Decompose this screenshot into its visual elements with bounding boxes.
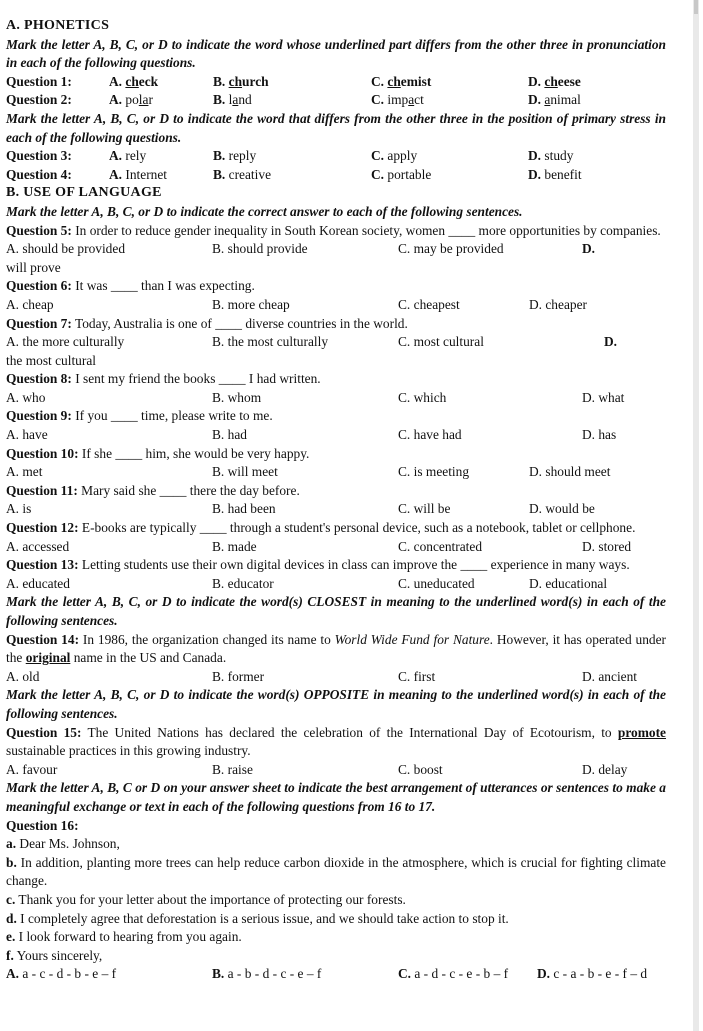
worksheet [6,17,666,984]
q16-item-e: e. I look forward to hearing from you again. [6,929,242,945]
option-b[interactable]: B. made [212,538,257,554]
option-b[interactable]: B. the most culturally [212,334,329,350]
option-c[interactable]: C. is meeting [398,464,470,480]
option-c[interactable]: C. apply [371,148,418,164]
question-8-options [6,389,666,408]
option-c[interactable]: C. which [398,389,447,405]
option-b[interactable]: B. educator [212,575,274,591]
option-a[interactable]: A. have [6,427,48,443]
question-16-options [6,965,666,984]
question-label: Question 2: [6,92,72,108]
question-10: Question 10: If she ____ him, she would be very happy. [6,445,310,461]
option-b[interactable]: B. had been [212,501,276,517]
question-13: Question 13: Letting students use their own digital devices in class can improve the ____ experience in many ways. [6,557,630,573]
option-b[interactable]: B. should provide [212,241,308,257]
option-b[interactable]: B. creative [213,166,272,182]
option-d[interactable]: D. should meet [529,464,611,480]
section-b-instruction: Mark the letter A, B, C, or D to indicate the correct answer to each of the following sentences. [6,203,523,219]
question-7-options [6,333,666,352]
option-b[interactable]: B. will meet [212,464,278,480]
option-a[interactable]: A. cheap [6,296,54,312]
option-d[interactable]: D. study [528,148,574,164]
option-a[interactable]: A. check [109,73,159,89]
option-a[interactable]: A. the more culturally [6,334,125,350]
option-c[interactable]: C. first [398,668,436,684]
option-a[interactable]: A. educated [6,575,70,591]
option-d[interactable]: D. has [582,427,617,443]
option-c[interactable]: C. a - d - c - e - b – f [398,966,509,982]
option-b[interactable]: B. had [212,427,247,443]
option-d[interactable]: D. what [582,389,625,405]
section-a-title: A. PHONETICS [6,18,110,33]
option-d[interactable]: D. ancient [582,668,638,684]
question-12: Question 12: E-books are typically ____ through a student's personal device, such as a notebook, tablet or cellphone. [6,520,636,536]
option-c[interactable]: C. have had [398,427,462,443]
option-c[interactable]: C. concentrated [398,538,483,554]
option-d[interactable]: D. c - a - b - e - f – d [537,966,648,982]
option-d-label[interactable]: D. [604,334,618,350]
option-d[interactable]: D. benefit [528,166,582,182]
question-15: Question 15: The United Nations has declared the celebration of the International Day of Ecotourism, to promote sustainable practices in this growing industry. [6,724,666,759]
question-9: Question 9: If you ____ time, please write to me. [6,408,273,424]
option-d[interactable]: D. would be [529,501,595,517]
question-4 [6,166,666,185]
option-d[interactable]: D. educational [529,575,608,591]
option-d[interactable]: the most cultural [6,352,96,368]
question-6: Question 6: It was ____ than I was expecting. [6,278,255,294]
option-d[interactable]: D. cheese [528,73,581,89]
q16-item-f: f. Yours sincerely, [6,947,103,963]
option-a[interactable]: A. favour [6,761,58,777]
question-9-options [6,426,666,445]
option-d[interactable]: D. cheaper [529,296,587,312]
option-c[interactable]: C. impact [371,92,424,108]
question-12-options [6,538,666,557]
question-7: Question 7: Today, Australia is one of ____ diverse countries in the world. [6,315,408,331]
option-b[interactable]: B. raise [212,761,253,777]
option-a[interactable]: A. old [6,668,40,684]
question-label: Question 3: [6,148,72,164]
option-d[interactable]: D. delay [582,761,628,777]
option-c[interactable]: C. uneducated [398,575,475,591]
question-1 [6,73,666,92]
option-a[interactable]: A. a - c - d - b - e – f [6,966,117,982]
option-d[interactable]: will prove [6,259,61,275]
question-5: Question 5: In order to reduce gender inequality in South Korean society, women ____ more opportunities by companies. [6,222,661,238]
underlined-word: promote [617,724,666,740]
option-a[interactable]: A. who [6,389,46,405]
question-6-options [6,296,666,315]
question-11-options [6,500,666,519]
question-15-options [6,761,666,780]
option-a[interactable]: A. met [6,464,43,480]
question-8: Question 8: I sent my friend the books ____ I had written. [6,371,321,387]
option-a[interactable]: A. Internet [109,166,168,182]
option-b[interactable]: B. whom [212,389,262,405]
question-11: Question 11: Mary said she ____ there the day before. [6,482,300,498]
scrollbar-thumb[interactable] [694,0,698,14]
q16-item-b: b. In addition, planting more trees can help reduce carbon dioxide in the atmosphere, which is crucial for fighting climate change. [6,854,666,889]
option-c[interactable]: C. cheapest [398,296,460,312]
q16-item-d: d. I completely agree that deforestation is a serious issue, and we should take action to stop it. [6,910,509,926]
section-a-instruction-2: Mark the letter A, B, C, or D to indicate the word that differs from the other three in the position of primary stress in each of the following questions. [6,110,666,145]
option-c[interactable]: C. most cultural [398,334,484,350]
option-a[interactable]: A. is [6,501,32,517]
option-a[interactable]: A. rely [109,148,147,164]
arrangement-instruction: Mark the letter A, B, C or D on your answer sheet to indicate the best arrangement of utterances or sentences to make a meaningful exchange or text in each of the following questions from 16 to 17. [6,780,666,814]
opposite-instruction: Mark the letter A, B, C, or D to indicate the word(s) OPPOSITE in meaning to the underlined word(s) in each of the following sentences. [6,687,666,721]
scrollbar[interactable] [693,0,699,1031]
question-5-options [6,240,666,259]
option-b[interactable]: B. reply [213,148,257,164]
option-b[interactable]: B. more cheap [212,296,290,312]
section-b-title: B. USE OF LANGUAGE [6,185,162,201]
question-3 [6,147,666,166]
question-label: Question 4: [6,166,72,182]
option-a[interactable]: A. polar [109,92,153,108]
option-c[interactable]: C. boost [398,761,443,777]
q16-item-a: a. Dear Ms. Johnson, [6,836,120,852]
option-a[interactable]: A. accessed [6,538,70,554]
q16-item-c: c. Thank you for your letter about the importance of protecting our forests. [6,891,406,907]
option-d-label[interactable]: D. [582,241,596,257]
option-a[interactable]: A. should be provided [6,241,126,257]
section-a-instruction-1: Mark the letter A, B, C, or D to indicate the word whose underlined part differs from the other three in pronunciation in each of the following questions. [6,36,666,71]
question-10-options [6,463,666,482]
option-b[interactable]: B. church [213,73,269,89]
option-c[interactable]: C. portable [371,166,432,182]
question-14: Question 14: In 1986, the organization changed its name to World Wide Fund for Nature. However, it has operated under the original name in the US and Canada. [6,631,666,666]
closest-instruction: Mark the letter A, B, C, or D to indicate the word(s) CLOSEST in meaning to the underlined word(s) in each of the following sentences. [6,594,666,628]
option-c[interactable]: C. may be provided [398,241,504,257]
option-c[interactable]: C. will be [398,501,451,517]
question-2 [6,91,666,110]
option-b[interactable]: B. former [212,668,265,684]
option-b[interactable]: B. a - b - d - c - e – f [212,966,322,982]
option-c[interactable]: C. chemist [371,73,432,89]
question-14-options [6,668,666,687]
question-label: Question 1: [6,73,72,89]
option-d[interactable]: D. animal [528,92,581,108]
underlined-word: original [25,650,71,666]
option-b[interactable]: B. land [213,92,252,108]
question-16: Question 16: [6,817,79,833]
option-d[interactable]: D. stored [582,538,632,554]
question-13-options [6,575,666,594]
